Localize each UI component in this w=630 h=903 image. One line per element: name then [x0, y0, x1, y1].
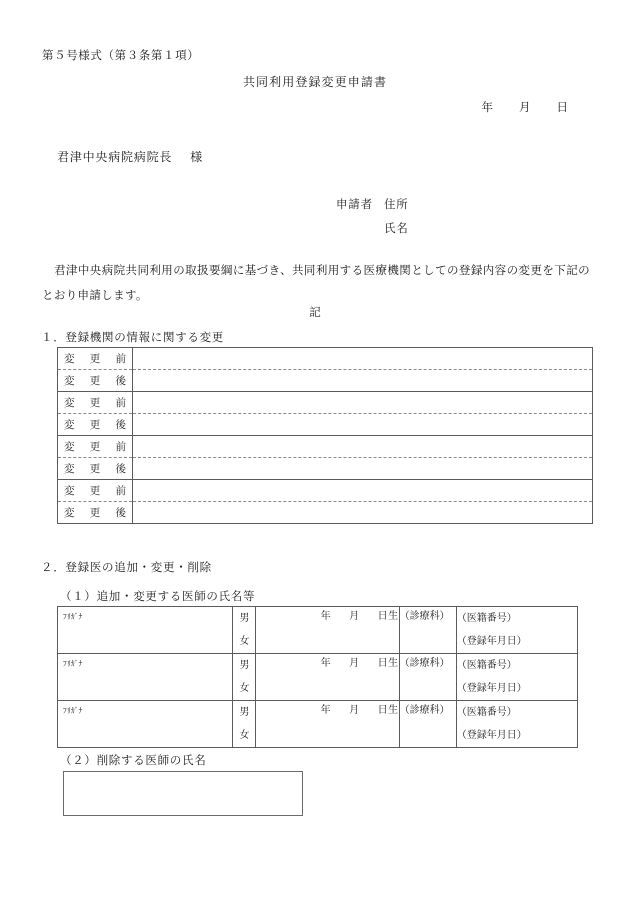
change-before-value[interactable] [133, 348, 593, 370]
change-after-label: 変 更 後 [58, 458, 133, 480]
doctors-table [57, 606, 578, 748]
change-after-label: 変 更 後 [58, 370, 133, 392]
registration-changes-table [57, 347, 593, 524]
applicant-address-label: 住所 [384, 197, 409, 211]
doctor-name-cell[interactable] [58, 701, 233, 748]
doctor-name-cell[interactable] [58, 607, 233, 654]
sex-female-option[interactable]: 女 [239, 636, 250, 647]
table-row [58, 607, 578, 654]
registration-date-label: （登録年月日） [456, 730, 527, 741]
birth-day-label: 日生 [377, 611, 399, 622]
change-before-label: 変 更 前 [58, 392, 133, 414]
date-month-label: 月 [519, 100, 531, 114]
doctor-sex-cell[interactable] [233, 654, 256, 701]
birth-month-label: 月 [349, 658, 360, 669]
birth-month-label: 月 [349, 611, 360, 622]
doctor-birthdate-cell[interactable] [256, 654, 399, 701]
sex-male-option[interactable]: 男 [239, 613, 250, 624]
subsection1-heading: （１）追加・変更する医師の氏名等 [60, 589, 256, 603]
change-before-value[interactable] [133, 480, 593, 502]
section1-heading: １．登録機関の情報に関する変更 [41, 330, 224, 344]
sex-male-option[interactable]: 男 [239, 660, 250, 671]
change-after-value[interactable] [133, 370, 593, 392]
section2-heading: ２．登録医の追加・変更・削除 [41, 560, 212, 574]
license-number-label: （医籍番号） [456, 613, 517, 624]
table-row [58, 654, 578, 701]
registration-date-label: （登録年月日） [456, 636, 527, 647]
change-before-value[interactable] [133, 436, 593, 458]
document-title: 共同利用登録変更申請書 [242, 75, 388, 89]
registration-date-label: （登録年月日） [456, 683, 527, 694]
applicant-name-row [336, 216, 409, 240]
doctor-department-cell[interactable]: （診療科） [399, 701, 456, 748]
birth-year-label: 年 [320, 611, 332, 622]
sex-female-option[interactable]: 女 [239, 730, 250, 741]
license-number-label: （医籍番号） [456, 707, 517, 718]
doctor-sex-cell[interactable] [233, 701, 256, 748]
doctor-sex-cell[interactable] [233, 607, 256, 654]
body-paragraph [42, 258, 590, 308]
addressee [57, 148, 203, 165]
birth-year-label: 年 [320, 705, 332, 716]
birth-day-label: 日生 [377, 705, 399, 716]
birth-year-label: 年 [320, 658, 332, 669]
table-row [58, 392, 593, 414]
birth-day-label: 日生 [377, 658, 399, 669]
change-before-label: 変 更 前 [58, 348, 133, 370]
form-number: 第５号様式（第３条第１項） [42, 48, 200, 62]
doctor-birthdate-cell[interactable] [256, 607, 399, 654]
license-number-label: （医籍番号） [456, 660, 517, 671]
doctor-license-cell[interactable] [456, 607, 577, 654]
doctor-license-cell[interactable] [456, 701, 577, 748]
change-after-value[interactable] [133, 458, 593, 480]
table-row [58, 348, 593, 370]
addressee-honorific: 様 [190, 150, 204, 164]
ki-mark: 記 [309, 305, 321, 319]
applicant-name-label: 氏名 [384, 221, 409, 235]
doctor-department-cell[interactable]: （診療科） [399, 654, 456, 701]
change-after-value[interactable] [133, 414, 593, 436]
birth-month-label: 月 [349, 705, 360, 716]
doctor-license-cell[interactable] [456, 654, 577, 701]
doctor-name-cell[interactable] [58, 654, 233, 701]
table-row [58, 370, 593, 392]
table-row [58, 701, 578, 748]
table-row [58, 436, 593, 458]
change-after-label: 変 更 後 [58, 502, 133, 524]
furigana-label: ﾌﾘｶﾞﾅ [63, 706, 83, 715]
doctor-birthdate-cell[interactable] [256, 701, 399, 748]
change-after-value[interactable] [133, 502, 593, 524]
sex-female-option[interactable]: 女 [239, 683, 250, 694]
date-day-label: 日 [556, 100, 568, 114]
change-after-label: 変 更 後 [58, 414, 133, 436]
addressee-name: 君津中央病院病院長 [57, 150, 173, 164]
applicant-address-row [336, 192, 409, 216]
change-before-value[interactable] [133, 392, 593, 414]
furigana-label: ﾌﾘｶﾞﾅ [63, 612, 83, 621]
doctor-department-cell[interactable]: （診療科） [399, 607, 456, 654]
date-line [0, 99, 630, 115]
date-year-label: 年 [481, 100, 493, 114]
applicant-label: 申請者 [336, 197, 373, 211]
change-before-label: 変 更 前 [58, 480, 133, 502]
table-row [58, 414, 593, 436]
table-row [58, 502, 593, 524]
table-row [58, 458, 593, 480]
change-before-label: 変 更 前 [58, 436, 133, 458]
furigana-label: ﾌﾘｶﾞﾅ [63, 659, 83, 668]
deleted-doctors-name-box[interactable] [63, 771, 303, 816]
body-paragraph-text: 君津中央病院共同利用の取扱要綱に基づき、共同利用する医療機関としての登録内容の変更を下記のとおり申請します。 [42, 263, 590, 302]
applicant-block [336, 192, 409, 240]
table-row [58, 480, 593, 502]
subsection2-heading: （２）削除する医師の氏名 [60, 753, 207, 767]
sex-male-option[interactable]: 男 [239, 707, 250, 718]
